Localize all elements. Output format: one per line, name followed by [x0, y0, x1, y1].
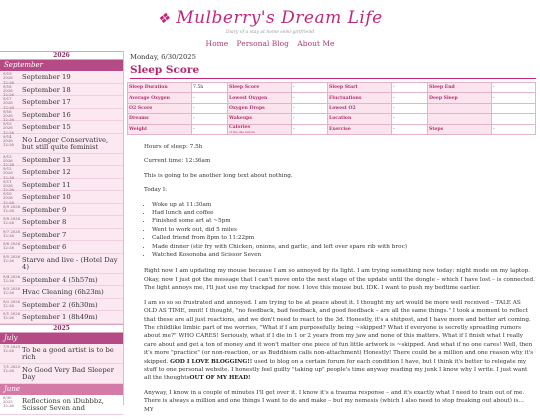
label-text: Wakeups — [229, 116, 252, 122]
label-text: Deep Sleep — [429, 95, 458, 101]
title-divider — [130, 78, 536, 79]
sleep-table-value: - — [392, 103, 428, 113]
swirl-icon-left: ❖ — [157, 11, 171, 27]
sidebar-entry[interactable] — [0, 274, 123, 287]
entry-title[interactable]: To be a good artist is to be rich — [22, 345, 114, 361]
entry-title[interactable]: September 19 — [22, 73, 71, 81]
sleep-table-value: - — [292, 93, 328, 103]
list-item: • Called friend from 8pm to 11:22pm — [152, 234, 535, 242]
sleep-table-value: - — [292, 124, 328, 134]
sidebar-entry[interactable] — [0, 286, 123, 299]
nav-home[interactable]: Home — [205, 39, 229, 48]
paragraph-2-text-cont: used to blog on a certain forum for each condition I have, but I think it's better to relegate my stuff to one personal website. I honestly feel guilty "taking up" people's time anyway reading my junk I know why I write. I just want all the thoughts — [144, 358, 528, 382]
sleep-table-value: - — [492, 93, 536, 103]
year-header-2026[interactable]: 2026 — [0, 51, 123, 60]
sleep-table-value: - — [292, 114, 328, 124]
label-text: Weight — [129, 126, 148, 132]
entry-title[interactable]: September 11 — [22, 180, 71, 189]
entry-title[interactable]: September 1 (8h49m) — [22, 313, 98, 321]
list-item: • Had lunch and coffee — [152, 209, 535, 217]
sleep-table-label — [128, 93, 192, 103]
label-text: Lowest Oxygen — [229, 95, 268, 101]
entry-title[interactable]: Hvac Cleaning (6h23m) — [22, 288, 104, 296]
entry-date: 9/7 2026 12:26 — [3, 228, 20, 238]
label-text: Calories — [229, 124, 251, 130]
archive-sidebar[interactable] — [0, 51, 124, 412]
entry-date: 9/10 2026 12:26 — [3, 191, 14, 205]
sidebar-entry[interactable] — [0, 84, 123, 97]
sidebar-entry[interactable] — [0, 216, 123, 229]
label-text: Average Oxygen — [129, 95, 170, 101]
entry-date: 9/15 2026 12:26 — [3, 121, 14, 135]
entry-title[interactable]: September 13 — [22, 155, 71, 164]
sidebar-entry[interactable] — [0, 191, 123, 204]
entry-title[interactable]: Starve and live - (Hotel Day 4) — [22, 255, 118, 271]
sidebar-entry[interactable] — [0, 229, 123, 242]
sidebar-entry[interactable] — [0, 166, 123, 179]
sidebar-entry[interactable] — [0, 254, 123, 274]
entry-title[interactable]: September 8 — [22, 218, 67, 226]
entry-title[interactable]: September 12 — [22, 168, 71, 176]
sleep-table-value: - — [392, 83, 428, 93]
month-label: June — [4, 384, 20, 393]
sleep-table-row — [128, 103, 536, 113]
entry-title[interactable]: Reflections on iDubbbz, Scissor Seven and — [22, 396, 104, 412]
entry-title[interactable]: September 17 — [22, 98, 71, 106]
today-heading: Today I: — [144, 187, 167, 194]
sleep-table-value — [492, 114, 536, 124]
list-item: • Finished some art at ~5pm — [152, 217, 535, 225]
sleep-table-row — [128, 114, 536, 124]
sleep-table-label — [128, 103, 192, 113]
label-text: Steps — [429, 126, 444, 132]
site-header — [0, 0, 540, 50]
paragraph-2 — [130, 299, 535, 383]
sleep-table-label — [128, 124, 192, 134]
main-nav — [0, 39, 540, 48]
list-item: • Went to work out, did 5 miles — [152, 226, 535, 234]
entry-title[interactable]: September 9 — [22, 205, 67, 214]
entry-date: 6/30 2025 12:26 — [3, 394, 14, 409]
entry-date: 9/12 2026 12:26 — [3, 166, 14, 180]
sleep-table-label — [428, 83, 492, 93]
sidebar-entry[interactable] — [0, 241, 123, 254]
sidebar-entry[interactable] — [0, 109, 123, 122]
sleep-table-value: - — [292, 83, 328, 93]
entry-title[interactable]: No Good Very Bad Sleeper Day — [22, 365, 114, 381]
sleep-table-value — [492, 103, 536, 113]
entry-date: 9/17 2026 12:26 — [3, 96, 14, 110]
entry-date: 7/1 2025 12:26 — [3, 363, 20, 373]
month-header-september[interactable] — [0, 60, 123, 71]
entry-title[interactable]: No Longer Conservative, but still quite feminist — [22, 135, 109, 151]
paragraph-3: Anyway, I know in a couple of minutes I'll get over it. I know it's a trauma response – and it's exactly what I need to train out of me. There is always a million and one things I want to do and make – but my nemesis (which I also need to stop freaking out about) is... MY — [144, 389, 525, 413]
label-text: O2 Score — [129, 105, 153, 111]
sleep-table-label — [228, 124, 292, 134]
label-subtext: of the day before — [229, 129, 255, 134]
sleep-table-value: 7.5h — [192, 83, 228, 93]
sidebar-entry[interactable] — [0, 96, 123, 109]
entry-date: 9/3 2026 12:26 — [3, 286, 20, 296]
label-text: Oxygen Drops — [229, 105, 265, 111]
entry-date: 9/8 2026 12:26 — [3, 216, 20, 226]
entry-date: 9/9 2026 12:26 — [3, 203, 20, 213]
paragraph-2-text: I am so so so frustrated and annoyed. I am trying to be at peace about it. I thought my art would be more well received – TALE AS OLD AS TIME, innit! I thought, "no feedback, bad feedback, and good feedback – are all the same things." I took a moment to reflect that these are all just reactions, and we don't need to react to the 3d. Honestly, it's a shitpost, and I have more and better art coming. The childlike limbic part of me worries, "What if I am purposefully being ~skipped? What if everyone is secretly spreading rumors about me?" WHO CARES! Seriously, what if I die in 1 or 2 years from my jaw and none of this matters. What if I finish what I really care about and get a ton of money and it won't matter one piece of fun little artwork is ~skipped. And what if no one cares! Well, then it's more "practice" (or non-reaction, or as Buddhism calls non-attachment) Honestly! There could be a million and one reason why it's skipped. — [144, 299, 534, 365]
list-item: • Woke up at 11:30am — [152, 201, 535, 209]
year-header-2025[interactable]: 2025 — [0, 324, 123, 333]
entry-date: 9/11 2026 12:26 — [3, 178, 14, 193]
sleep-stats-table — [127, 82, 536, 135]
month-label: July — [4, 333, 18, 342]
sleep-table-value: - — [192, 103, 228, 113]
post-date: Monday, 6/30/2025 — [130, 53, 196, 61]
entry-title[interactable]: September 4 (5h57m) — [22, 275, 98, 284]
sleep-table-label — [328, 103, 392, 113]
sidebar-entry[interactable] — [0, 121, 123, 134]
sleep-table-label — [228, 83, 292, 93]
entry-title[interactable]: September 16 — [22, 110, 71, 119]
entry-date: 9/18 2026 12:26 — [3, 83, 14, 98]
entry-date: 9/14 2026 12:26 — [3, 133, 14, 148]
entry-title[interactable]: September 10 — [22, 193, 71, 201]
sidebar-entry[interactable] — [0, 299, 123, 312]
sidebar-entry[interactable] — [0, 204, 123, 217]
entry-date: 9/1 2026 12:26 — [3, 311, 20, 321]
entry-title[interactable]: September 6 — [22, 243, 67, 251]
sidebar-entry[interactable] — [0, 344, 123, 364]
entry-title[interactable]: September 2 (6h30m) — [22, 300, 98, 309]
current-time: Current time: 12:36am — [144, 158, 211, 165]
entry-date: 9/5 2026 12:26 — [3, 253, 20, 263]
entry-date: 9/4 2026 12:26 — [3, 273, 20, 283]
sleep-table-value: - — [192, 93, 228, 103]
month-header-july[interactable] — [0, 333, 123, 344]
nav-personal-blog[interactable]: Personal Blog — [236, 39, 289, 48]
nav-about-me[interactable]: About Me — [297, 39, 335, 48]
sleep-table-value: - — [392, 93, 428, 103]
site-tagline: Diary of a stay at home semi-girlfriend — [225, 30, 315, 35]
label-text: Location — [329, 116, 352, 122]
entry-title[interactable]: September 7 — [22, 230, 67, 239]
sidebar-entry[interactable] — [0, 179, 123, 192]
sidebar-entry[interactable] — [0, 311, 123, 324]
sleep-table-value: - — [392, 114, 428, 124]
label-text: Dreams — [129, 116, 149, 122]
month-label: September — [4, 61, 43, 69]
sleep-table-row — [128, 93, 536, 103]
sleep-table-label — [428, 93, 492, 103]
paragraph-2-bold-end: OUT OF MY HEAD! — [189, 375, 251, 382]
label-text: Lowest O2 — [329, 105, 356, 111]
list-item: • Made dinner (stir fry with Chicken, onions, and garlic, and left over spare rib with broc) — [152, 243, 535, 251]
sidebar-entry[interactable] — [0, 364, 123, 384]
entry-date: 9/2 2026 12:26 — [3, 298, 20, 308]
sleep-table-label — [428, 103, 492, 113]
entry-date: 9/13 2026 12:26 — [3, 153, 14, 168]
label-text: Exercise — [329, 126, 351, 132]
month-header-june[interactable] — [0, 384, 123, 395]
entry-date: 9/16 2026 12:26 — [3, 108, 14, 123]
post-content — [124, 51, 540, 413]
label-text: Sleep Duration — [129, 85, 168, 91]
sleep-table-label — [228, 103, 292, 113]
sleep-table-label — [128, 114, 192, 124]
site-title-text[interactable]: Mulberry's Dream Life — [176, 8, 383, 28]
sidebar-entry[interactable] — [0, 71, 123, 84]
paragraph-1: Right now I am updating my mouse because I am so annoyed by its light. I am trying something new today: night mode on my laptop. Okay, now I just got the message that I can't move onto the next stage of the update until the dongle – which I have lost – is connected. The light annoys me, I'll just use my trackpad for now. I love this mouse but. IDK. I want to push my bedtime earlier. — [144, 268, 535, 292]
sleep-table-value: - — [492, 124, 536, 134]
intro-line: This is going to be another long text about nothing. — [144, 172, 293, 179]
sleep-table-row — [128, 124, 536, 134]
sleep-table-label — [428, 114, 492, 124]
sleep-table-label — [228, 93, 292, 103]
today-list — [130, 201, 535, 260]
entry-date: 7/9 2025 12:26 — [3, 343, 20, 353]
entry-date: 9/6 2026 12:26 — [3, 241, 20, 251]
sleep-table-label — [328, 93, 392, 103]
sleep-table-value: - — [392, 124, 428, 134]
sleep-table-value: - — [192, 124, 228, 134]
sleep-table-label — [328, 124, 392, 134]
sleep-table-value: - — [492, 83, 536, 93]
label-text: Sleep Start — [329, 85, 358, 91]
sidebar-entry[interactable] — [0, 134, 123, 154]
paragraph-2-bold: GOD I LOVE BLOGGING!! — [170, 358, 253, 365]
post-title: Sleep Score — [130, 64, 200, 76]
label-text: Sleep End — [429, 85, 455, 91]
sleep-table-row — [128, 83, 536, 93]
sleep-table-label — [328, 114, 392, 124]
sleep-table-value: - — [192, 114, 228, 124]
label-text: Sleep Score — [229, 85, 260, 91]
entry-date: 9/19 2026 12:26 — [3, 71, 14, 85]
sidebar-entry[interactable] — [0, 154, 123, 167]
sidebar-entry[interactable] — [0, 395, 123, 415]
post-body — [130, 143, 535, 420]
label-text: Fluctuations — [329, 95, 362, 101]
sleep-table-label — [428, 124, 492, 134]
entry-title[interactable]: September 15 — [22, 123, 71, 131]
sleep-table-label — [328, 83, 392, 93]
sleep-table-value: - — [292, 103, 328, 113]
entry-title[interactable]: September 18 — [22, 85, 71, 94]
sleep-table-label — [128, 83, 192, 93]
site-title[interactable] — [0, 8, 540, 28]
hours-of-sleep: Hours of sleep: 7.5h — [144, 144, 203, 150]
list-item: • Watched Kosonoba and Scissor Seven — [152, 251, 535, 259]
sleep-table-label — [228, 114, 292, 124]
